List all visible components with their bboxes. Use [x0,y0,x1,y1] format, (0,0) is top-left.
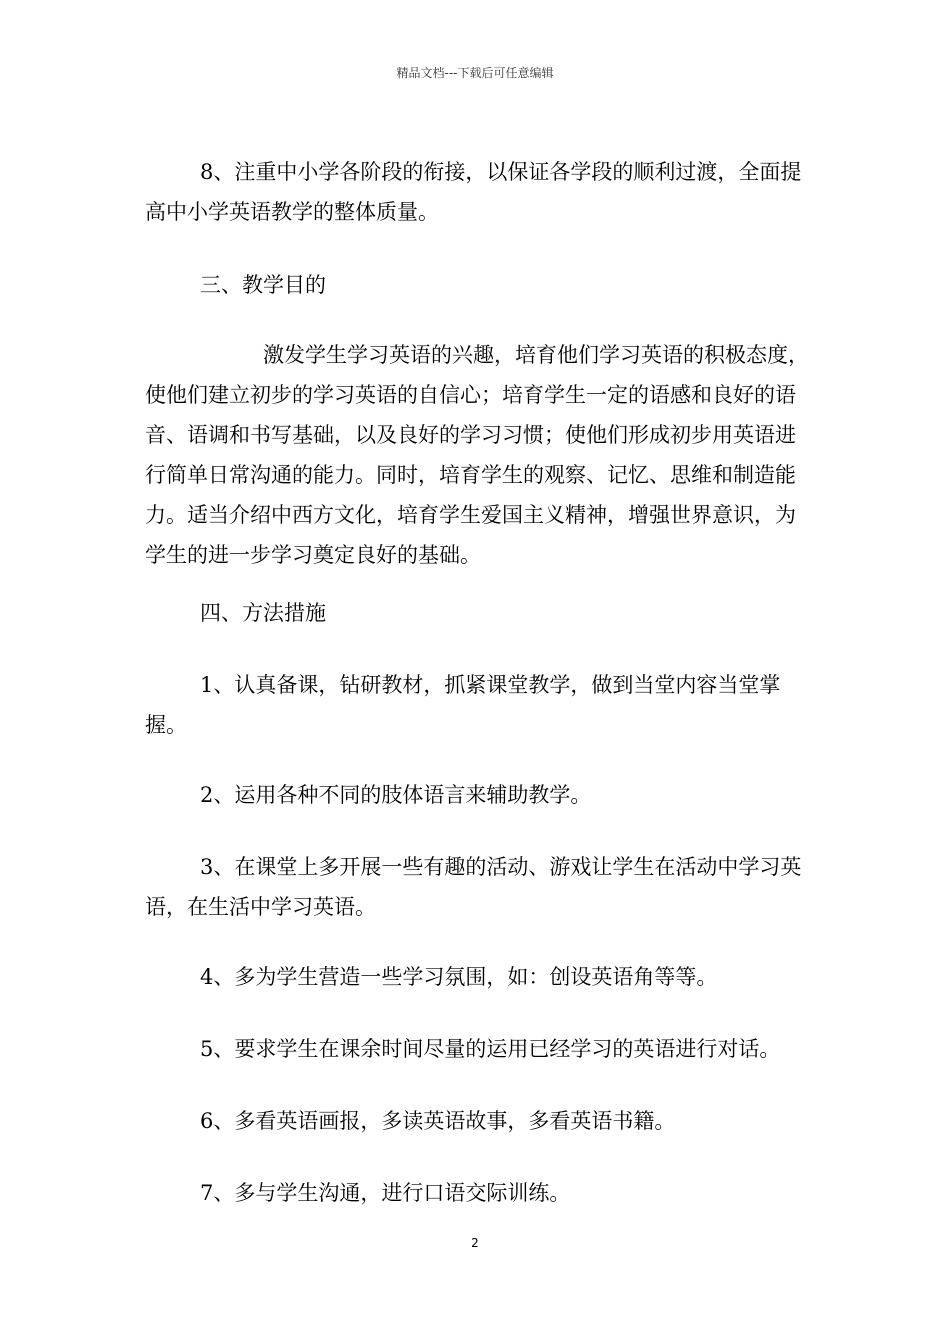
paragraph-item-8: 8、注重中小学各阶段的衔接，以保证各学段的顺利过渡，全面提高中小学英语教学的整体质量。 [145,160,802,224]
method-item-6: 6、多看英语画报，多读英语故事，多看英语书籍。 [200,1109,676,1133]
page-header: 精品文档---下载后可任意编辑 [396,66,554,80]
paragraph-teaching-goals: 激发学生学习英语的兴趣，培育他们学习英语的积极态度，使他们建立初步的学习英语的自信心；培育学生一定的语感和良好的语音、语调和书写基础，以及良好的学习习惯；使他们形成初步用英语进行简单日常沟通的能力。同时，培育学生的观察、记忆、思维和制造能力。适当介绍中西方文化，培育学生爱国主义精神，增强世界意识，为学生的进一步学习奠定良好的基础。 [145,343,809,567]
method-item-4: 4、多为学生营造一些学习氛围，如：创设英语角等等。 [200,965,718,989]
method-item-3: 3、在课堂上多开展一些有趣的活动、游戏让学生在活动中学习英语，在生活中学习英语。 [145,855,802,919]
method-item-1: 1、认真备课，钻研教材，抓紧课堂教学，做到当堂内容当堂掌握。 [145,673,781,737]
method-item-5: 5、要求学生在课余时间尽量的运用已经学习的英语进行对话。 [200,1037,781,1061]
section-heading-teaching-goals: 三、教学目的 [200,273,326,297]
method-item-2: 2、运用各种不同的肢体语言来辅助教学。 [200,783,592,807]
method-item-7: 7、多与学生沟通，进行口语交际训练。 [200,1181,571,1205]
page-number: 2 [471,1236,479,1250]
section-heading-methods: 四、方法措施 [200,601,326,625]
